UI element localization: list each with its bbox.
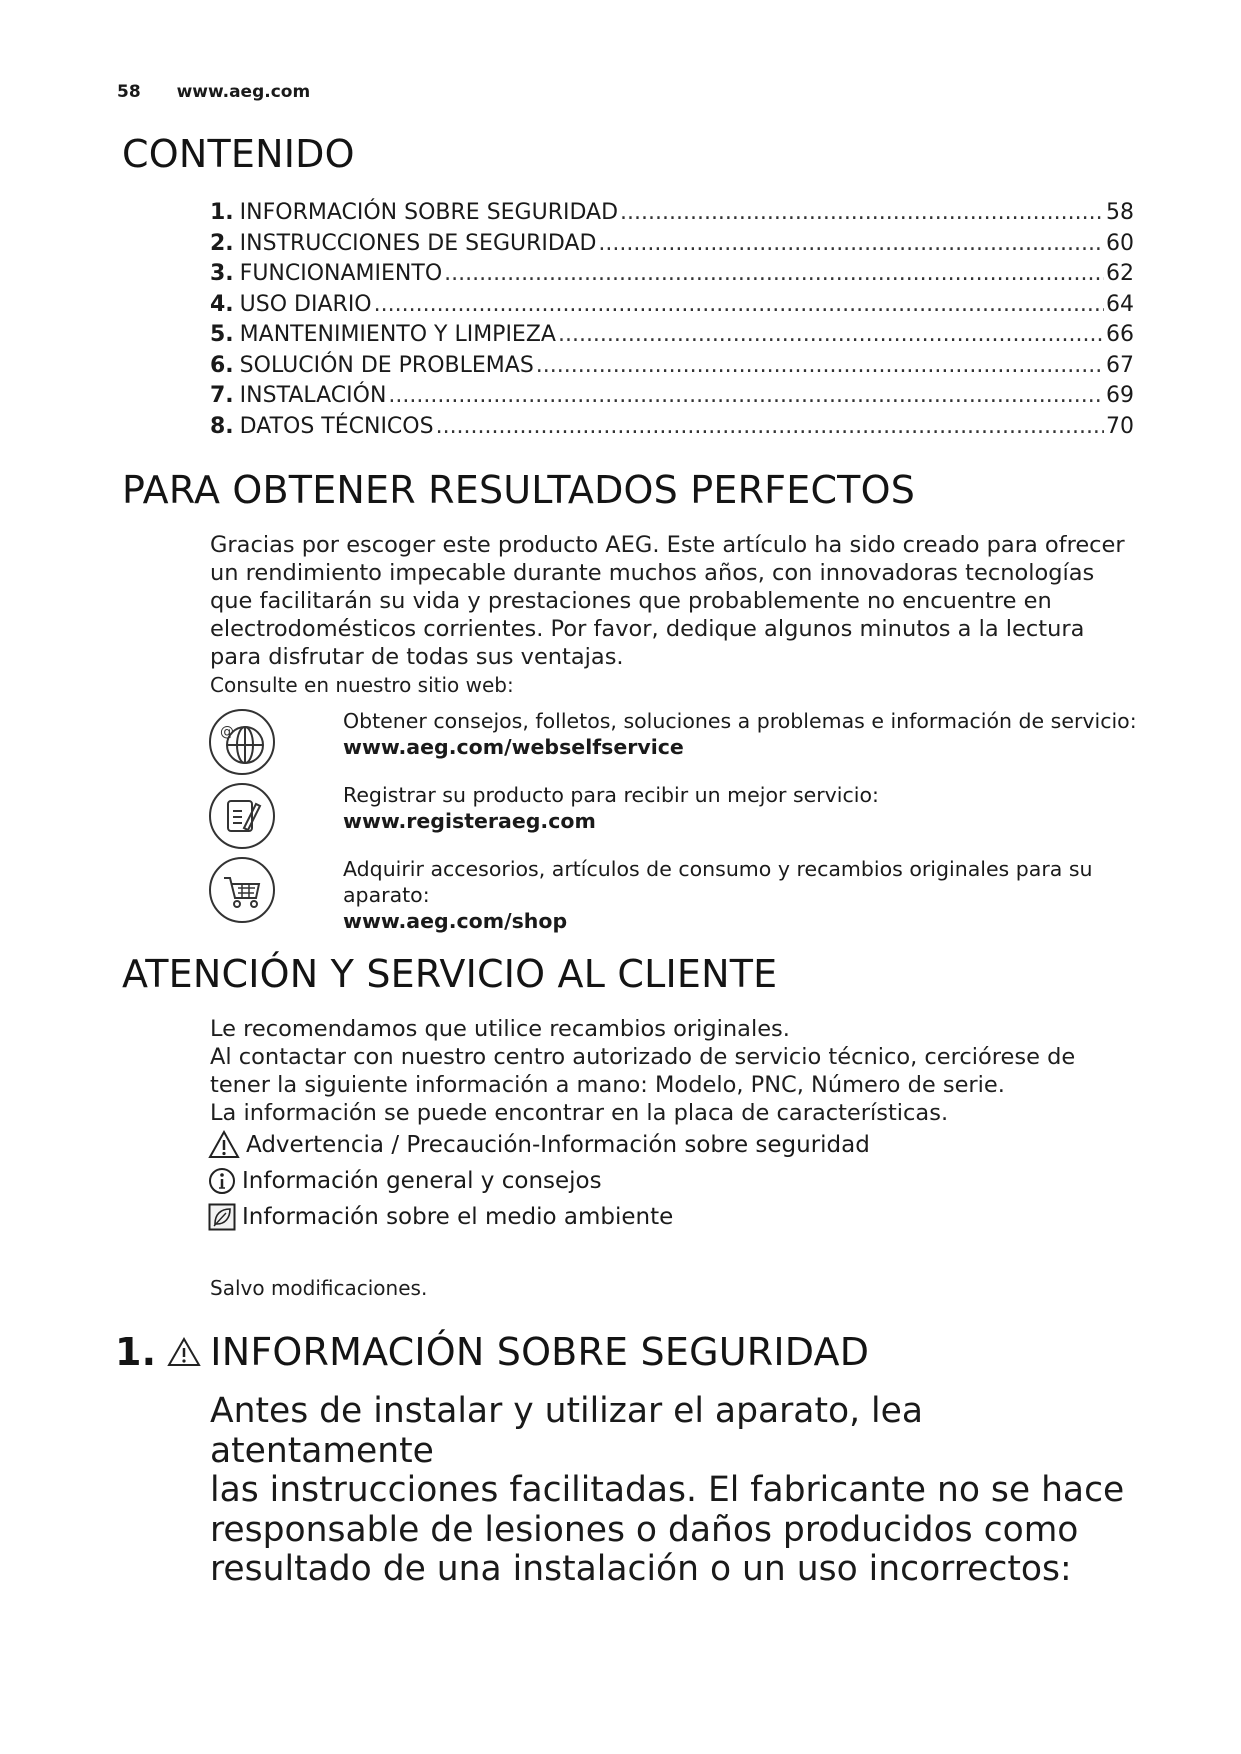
- toc-leader: [598, 229, 1104, 260]
- toc-leader: [436, 412, 1104, 443]
- toc-item-page: 58: [1106, 200, 1134, 225]
- toc-leader: [388, 381, 1104, 412]
- paragraph-line: Al contactar con nuestro centro autorizado de servicio técnico, cerciórese de: [210, 1044, 1076, 1070]
- service-row-webselfservice: [208, 708, 1148, 778]
- customer-service-title: ATENCIÓN Y SERVICIO AL CLIENTE: [122, 952, 778, 996]
- register-form-icon: [208, 782, 276, 850]
- paragraph-line: para disfrutar de todas sus ventajas.: [210, 644, 624, 670]
- toc-item-page: 67: [1106, 352, 1134, 378]
- toc-item[interactable]: [210, 290, 1134, 321]
- legend-label: Advertencia / Precaución-Información sobre seguridad: [246, 1132, 870, 1158]
- service-text: aparato:: [343, 883, 430, 907]
- shopping-cart-icon: [208, 856, 276, 924]
- paragraph-line: las instrucciones facilitadas. El fabricante no se hace: [210, 1470, 1125, 1510]
- toc-item-number: 8.: [210, 413, 234, 439]
- toc-item-number: 2.: [210, 230, 234, 256]
- paragraph-line: tener la siguiente información a mano: Modelo, PNC, Número de serie.: [210, 1072, 1005, 1098]
- legend-label: Información sobre el medio ambiente: [242, 1204, 674, 1230]
- toc-item[interactable]: [210, 412, 1134, 443]
- paragraph-line: resultado de una instalación o un uso incorrectos:: [210, 1549, 1072, 1589]
- info-icon: [208, 1167, 236, 1195]
- toc-leader: [536, 351, 1104, 382]
- subject-to-change-note: Salvo modificaciones.: [210, 1276, 428, 1300]
- toc-item[interactable]: [210, 320, 1134, 351]
- toc-item[interactable]: [210, 198, 1134, 229]
- web-globe-icon: [208, 708, 276, 776]
- registeraeg-link[interactable]: www.registeraeg.com: [343, 809, 596, 833]
- toc-item-number: 7.: [210, 383, 234, 408]
- toc-item-page: 70: [1106, 413, 1134, 439]
- toc-item-number: 4.: [210, 291, 234, 317]
- safety-intro-paragraph: [210, 1392, 1140, 1590]
- service-description: [343, 708, 1143, 760]
- safety-section-heading: [115, 1330, 869, 1374]
- toc-leader: [620, 198, 1104, 229]
- toc-item-number: 5.: [210, 322, 234, 347]
- toc-item-page: 62: [1106, 261, 1134, 286]
- environment-leaf-icon: [208, 1203, 236, 1231]
- toc-item[interactable]: [210, 381, 1134, 412]
- table-of-contents: [210, 198, 1134, 442]
- toc-leader: [558, 320, 1104, 351]
- toc-item-page: 69: [1106, 383, 1134, 408]
- toc-item-label: FUNCIONAMIENTO: [239, 261, 443, 286]
- paragraph-line: Gracias por escoger este producto AEG. Este artículo ha sido creado para ofrecer: [210, 532, 1125, 558]
- toc-item-number: 1.: [210, 200, 234, 225]
- toc-item-label: DATOS TÉCNICOS: [239, 413, 434, 439]
- toc-item-label: USO DIARIO: [239, 291, 372, 317]
- webselfservice-link[interactable]: www.aeg.com/webselfservice: [343, 735, 684, 759]
- toc-item-page: 64: [1106, 291, 1134, 317]
- toc-item-page: 60: [1106, 230, 1134, 256]
- page-header: [117, 82, 310, 102]
- legend-info: [208, 1166, 602, 1196]
- paragraph-line: responsable de lesiones o daños producidos como: [210, 1509, 1079, 1550]
- service-text: Registrar su producto para recibir un mejor servicio:: [343, 783, 879, 807]
- warning-triangle-icon: [166, 1336, 202, 1368]
- warning-triangle-icon: [208, 1130, 240, 1160]
- toc-item-label: MANTENIMIENTO Y LIMPIEZA: [239, 322, 556, 347]
- perfect-results-paragraph: [210, 531, 1150, 671]
- service-text: Obtener consejos, folletos, soluciones a problemas e información de servicio:: [343, 709, 1137, 733]
- toc-item-label: INSTALACIÓN: [239, 383, 387, 408]
- contents-title: CONTENIDO: [122, 132, 355, 176]
- paragraph-line: que facilitarán su vida y prestaciones que probablemente no encuentre en: [210, 588, 1052, 614]
- toc-item-number: 6.: [210, 352, 234, 378]
- paragraph-line: electrodomésticos corrientes. Por favor, dedique algunos minutos a la lectura: [210, 616, 1085, 642]
- toc-item[interactable]: [210, 351, 1134, 382]
- toc-item-label: SOLUCIÓN DE PROBLEMAS: [239, 352, 534, 378]
- legend-warning: [208, 1130, 870, 1160]
- perfect-results-title: PARA OBTENER RESULTADOS PERFECTOS: [122, 468, 916, 512]
- paragraph-line: Le recomendamos que utilice recambios originales.: [210, 1016, 790, 1042]
- service-description: [343, 856, 1143, 934]
- service-row-shop: [208, 856, 1148, 952]
- service-row-register: [208, 782, 1148, 852]
- service-description: [343, 782, 1143, 834]
- toc-item-label: INFORMACIÓN SOBRE SEGURIDAD: [239, 200, 619, 225]
- safety-title: INFORMACIÓN SOBRE SEGURIDAD: [210, 1330, 870, 1374]
- service-text: Adquirir accesorios, artículos de consumo y recambios originales para su: [343, 857, 1093, 881]
- toc-item[interactable]: [210, 259, 1134, 290]
- svg-text:@: @: [220, 724, 234, 740]
- toc-leader: [444, 259, 1104, 290]
- page-number: 58: [117, 82, 141, 102]
- toc-item[interactable]: [210, 229, 1134, 260]
- consult-website-label: Consulte en nuestro sitio web:: [210, 673, 514, 697]
- paragraph-line: La información se puede encontrar en la placa de características.: [210, 1100, 949, 1126]
- section-number: 1.: [115, 1330, 157, 1374]
- legend-label: Información general y consejos: [242, 1168, 602, 1194]
- toc-item-label: INSTRUCCIONES DE SEGURIDAD: [239, 230, 597, 256]
- legend-environment: [208, 1202, 673, 1232]
- paragraph-line: un rendimiento impecable durante muchos años, con innovadoras tecnologías: [210, 560, 1095, 586]
- toc-item-number: 3.: [210, 261, 234, 286]
- shop-link[interactable]: www.aeg.com/shop: [343, 909, 568, 933]
- toc-leader: [374, 290, 1104, 321]
- paragraph-line: Antes de instalar y utilizar el aparato, lea atentamente: [210, 1391, 923, 1471]
- toc-item-page: 66: [1106, 322, 1134, 347]
- website-link[interactable]: www.aeg.com: [176, 82, 311, 102]
- customer-service-paragraph: [210, 1015, 1150, 1127]
